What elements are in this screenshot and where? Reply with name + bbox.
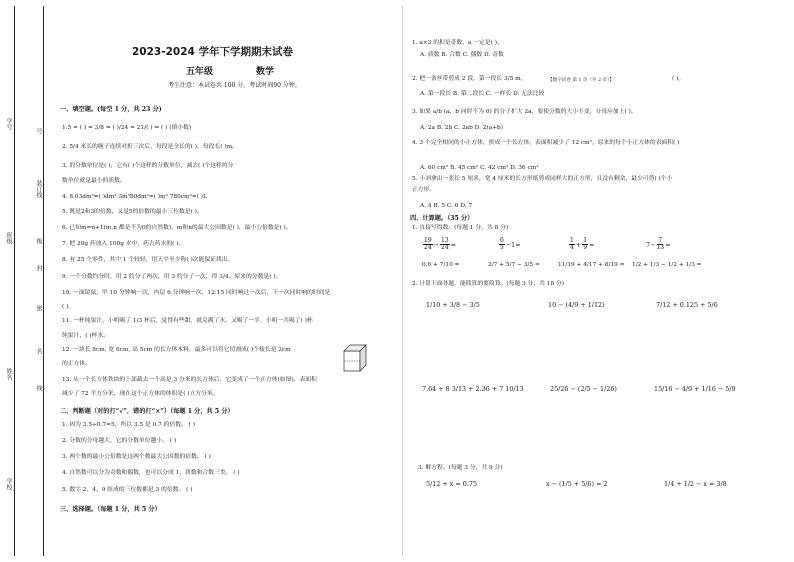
- direct-calc-3: $\frac{1}{4}$ + $\frac{1}{9}$ =: [570, 237, 595, 251]
- fill-q4: 4. 8.03dm³=( )dm³ 3m³80dm³=( )m³ 780cm³=( )L: [62, 194, 207, 200]
- section-fill-heading: 一、填空题。(每空 1 分，共 23 分): [60, 106, 162, 113]
- fill-q12b: 的正方体。: [62, 361, 91, 367]
- fill-q10a: 10. 一面镜鼠，甲 10 分钟响一次，内层 6 分钟响一次，12:15 同时响过一次后，下一次同时响的时间是: [62, 290, 331, 296]
- direct-calc-1: $\frac{19}{24}$ − $\frac{13}{24}$ =: [424, 237, 456, 251]
- exam-note: 考生注意：本试卷共 100 分，考试时间90 分钟。: [168, 82, 301, 89]
- direct-calc-2: $\frac{6}{5}$ −1=: [500, 237, 521, 251]
- simplify-3: 7/12 + 0.125 + 5/6: [656, 301, 718, 309]
- cube-figure: [342, 343, 368, 373]
- direct-calc-7: 11/19 + 4/17 + 8/19 =: [558, 262, 625, 268]
- judge-q1: 1. 因为 3.5÷0.7=5，所以 3.5 是 0.7 的倍数。 ( ): [62, 422, 196, 428]
- choice-q3: 3. 如果 a/b (a、b 同时不为 0) 的分子扩大 2a，要使分数的大小不变，分母应加上( )。: [412, 109, 637, 115]
- choice-q2: 2. 把一条丝带剪成 2 段，第一段长 3/5 m，: [412, 76, 527, 82]
- choice-q4: 4. 3 个完全相同的小正方体，拼成一个长方体，表面积减少了 12 cm²，原来的每个小正方体的表面积( ): [412, 140, 680, 146]
- direct-calc-5: 0.6 + 7/10 =: [422, 262, 460, 268]
- equation-2: x − (1/5 + 5/6) = 2: [546, 480, 608, 488]
- label-class: 班级: [5, 232, 12, 244]
- fill-q1: 1.5 = ( ) = 3/8 = ( )/24 = 21/( ) = ( ) (填小数): [62, 125, 192, 131]
- fill-q2: 2. 5/4 米长的绳子连续对折三次后，每段是全长的( )，每段长( )m。: [62, 144, 238, 150]
- section-judge-heading: 二、判断题（对的打“√”，错的打“×”）（每题 1 分，共 5 分）: [60, 408, 234, 415]
- mark-ji: 级: [35, 238, 42, 244]
- equation-1: 5/12 + x = 0.75: [426, 480, 478, 488]
- simplify-4: 7.64 + 8 3/13 + 2.36 + 7 10/13: [422, 385, 524, 393]
- simplify-6: 15/16 − 4/9 + 1/16 − 5/9: [654, 385, 736, 393]
- fill-q10b: ( )。: [62, 304, 75, 310]
- choice-q5a: 5. 小刘拿出一张长 5 厘米，宽 4 厘米的长方形纸剪成同样大的正方形，且没有剩余，最少可剪( )个小: [412, 176, 673, 182]
- judge-q5: 5. 数字 2、4、9 组成的三位数都是 3 的倍数。 ( ): [62, 487, 193, 493]
- fill-q11b: 纯果汁，( )杯水。: [62, 333, 109, 339]
- fill-q3b: 数单位就是最小的质数。: [62, 178, 126, 184]
- fill-q8: 8. 有 25 个零件，其中 1 个较轻，用天平至少称( )次能保证找出。: [62, 257, 234, 263]
- subject-label: 数学: [256, 67, 275, 77]
- judge-q2: 2. 分数的分母越大，它的分数单位越小。 ( ): [62, 438, 177, 444]
- label-name: 姓名: [5, 368, 12, 380]
- choice-q3-options: A. 2a B. 2b C. 2ab D. 2(a+b): [420, 125, 504, 131]
- calc-part1: 1. 直接写得数。(每题 1 分，共 8 分): [412, 225, 509, 231]
- choice-q2-tail: ( )。: [672, 76, 685, 82]
- section-choice-heading: 三、选择题。（每题 1 分，共 5 分）: [60, 506, 161, 513]
- label-seal: 封: [35, 265, 42, 271]
- simplify-5: 25/26 − (2/5 − 1/26): [550, 385, 617, 393]
- choice-q2-options: A. 第一段长 B. 第二段长 C. 一样长 D. 无法比较: [420, 91, 545, 97]
- simplify-2: 10 − (4/9 + 1/12): [548, 301, 605, 309]
- direct-calc-8: 1/2 + 1/3 − 1/2 + 1/3 =: [632, 262, 702, 268]
- fill-q6: 6. 已知m=n+1(m,n 都是不为0的自然数)，m和n的最大公因数是( )，最小公倍数是( )。: [62, 225, 292, 231]
- mark-ming: 名: [35, 348, 42, 354]
- simplify-1: 1/10 + 3/8 − 3/5: [426, 301, 480, 309]
- fill-q3a: 3. 的分数单位是( )，它有( )个这样的分数单位，减去( )个这样的分: [62, 163, 234, 169]
- judge-q3: 3. 两个数的最小公倍数是这两个数最大公因数的倍数。 ( ): [62, 454, 211, 460]
- grade-label: 五年级: [186, 67, 214, 77]
- label-line: 线: [35, 385, 42, 391]
- binding-line-inner: [43, 6, 44, 556]
- choice-q5b: 正方形。: [412, 187, 436, 193]
- fill-q11a: 11. 一杯纯果汁，小明喝了 1/3 杯后，觉得有些甜，就兑满了水，又喝了一半，小明一共喝了( )杯: [62, 318, 313, 324]
- label-binding-line: 装订线: [35, 180, 42, 198]
- fill-q13a: 13. 从一个长方体铁块的上部截去一个高是 3 分米的长方体后，它变成了一个正方体(如图)，表面积: [62, 377, 317, 383]
- choice-q5-options: A. 4 B. 5 C. 6 D. 7: [420, 203, 473, 209]
- binding-line-outer: [14, 6, 15, 556]
- label-school: 学校: [5, 478, 12, 490]
- fill-q9: 9. 一个分数约分时，用 2 约分了两次，用 3 约分了一次，得 3/4。原来的分数是( )。: [62, 274, 282, 280]
- equation-3: 1/4 + 1/2 − x = 3/8: [664, 480, 727, 488]
- calc-part2: 2. 计算下面各题，能简算的要简算。(每题 3 分，共 18 分): [412, 281, 565, 287]
- direct-calc-6: 2/7 + 5/7 − 3/5 =: [488, 262, 540, 268]
- label-student-no: 学号: [5, 118, 12, 130]
- mark-hao: 号: [35, 128, 42, 134]
- label-secret: 密: [35, 305, 42, 311]
- section-calc-heading: 四、计算题。（35 分）: [410, 215, 474, 222]
- calc-part3: 3. 解方程。(每题 3 分，共 9 分): [418, 465, 503, 471]
- fill-q5: 5. 既是2和3的倍数，又是5的倍数的最小三位数是( )。: [62, 209, 203, 215]
- judge-q4: 4. 自然数可以分为奇数和偶数，也可以分成 1、质数和合数三类。 ( ): [62, 470, 240, 476]
- fill-q13b: 减少了 72 平方分米，现在这个正方体的体积是( )立方分米。: [62, 391, 219, 397]
- choice-q2-footer: 【数字试卷 第 1 页（共 2 页）】: [548, 78, 614, 83]
- direct-calc-4: 7− $\frac{7}{13}$ =: [646, 237, 671, 251]
- fill-q7: 7. 把 20g 药放入 100g 水中，药占药水的( )。: [62, 241, 185, 247]
- page-divider: [402, 6, 403, 556]
- choice-q1: 1. a×3 的积是奇数，a 一定是( )。: [412, 40, 503, 46]
- choice-q4-options: A. 60 cm² B. 45 cm² C. 42 cm² D. 36 cm²: [420, 165, 539, 171]
- fill-q12a: 12. 一块长 8cm, 宽 6cm, 高 5cm 的长方体木料，最多可以将它切割成( )个棱长是 2cm: [62, 347, 291, 353]
- choice-q1-options: A. 质数 B. 合数 C. 偶数 D. 奇数: [420, 52, 504, 58]
- exam-title: 2023-2024 学年下学期期末试卷: [132, 46, 293, 58]
